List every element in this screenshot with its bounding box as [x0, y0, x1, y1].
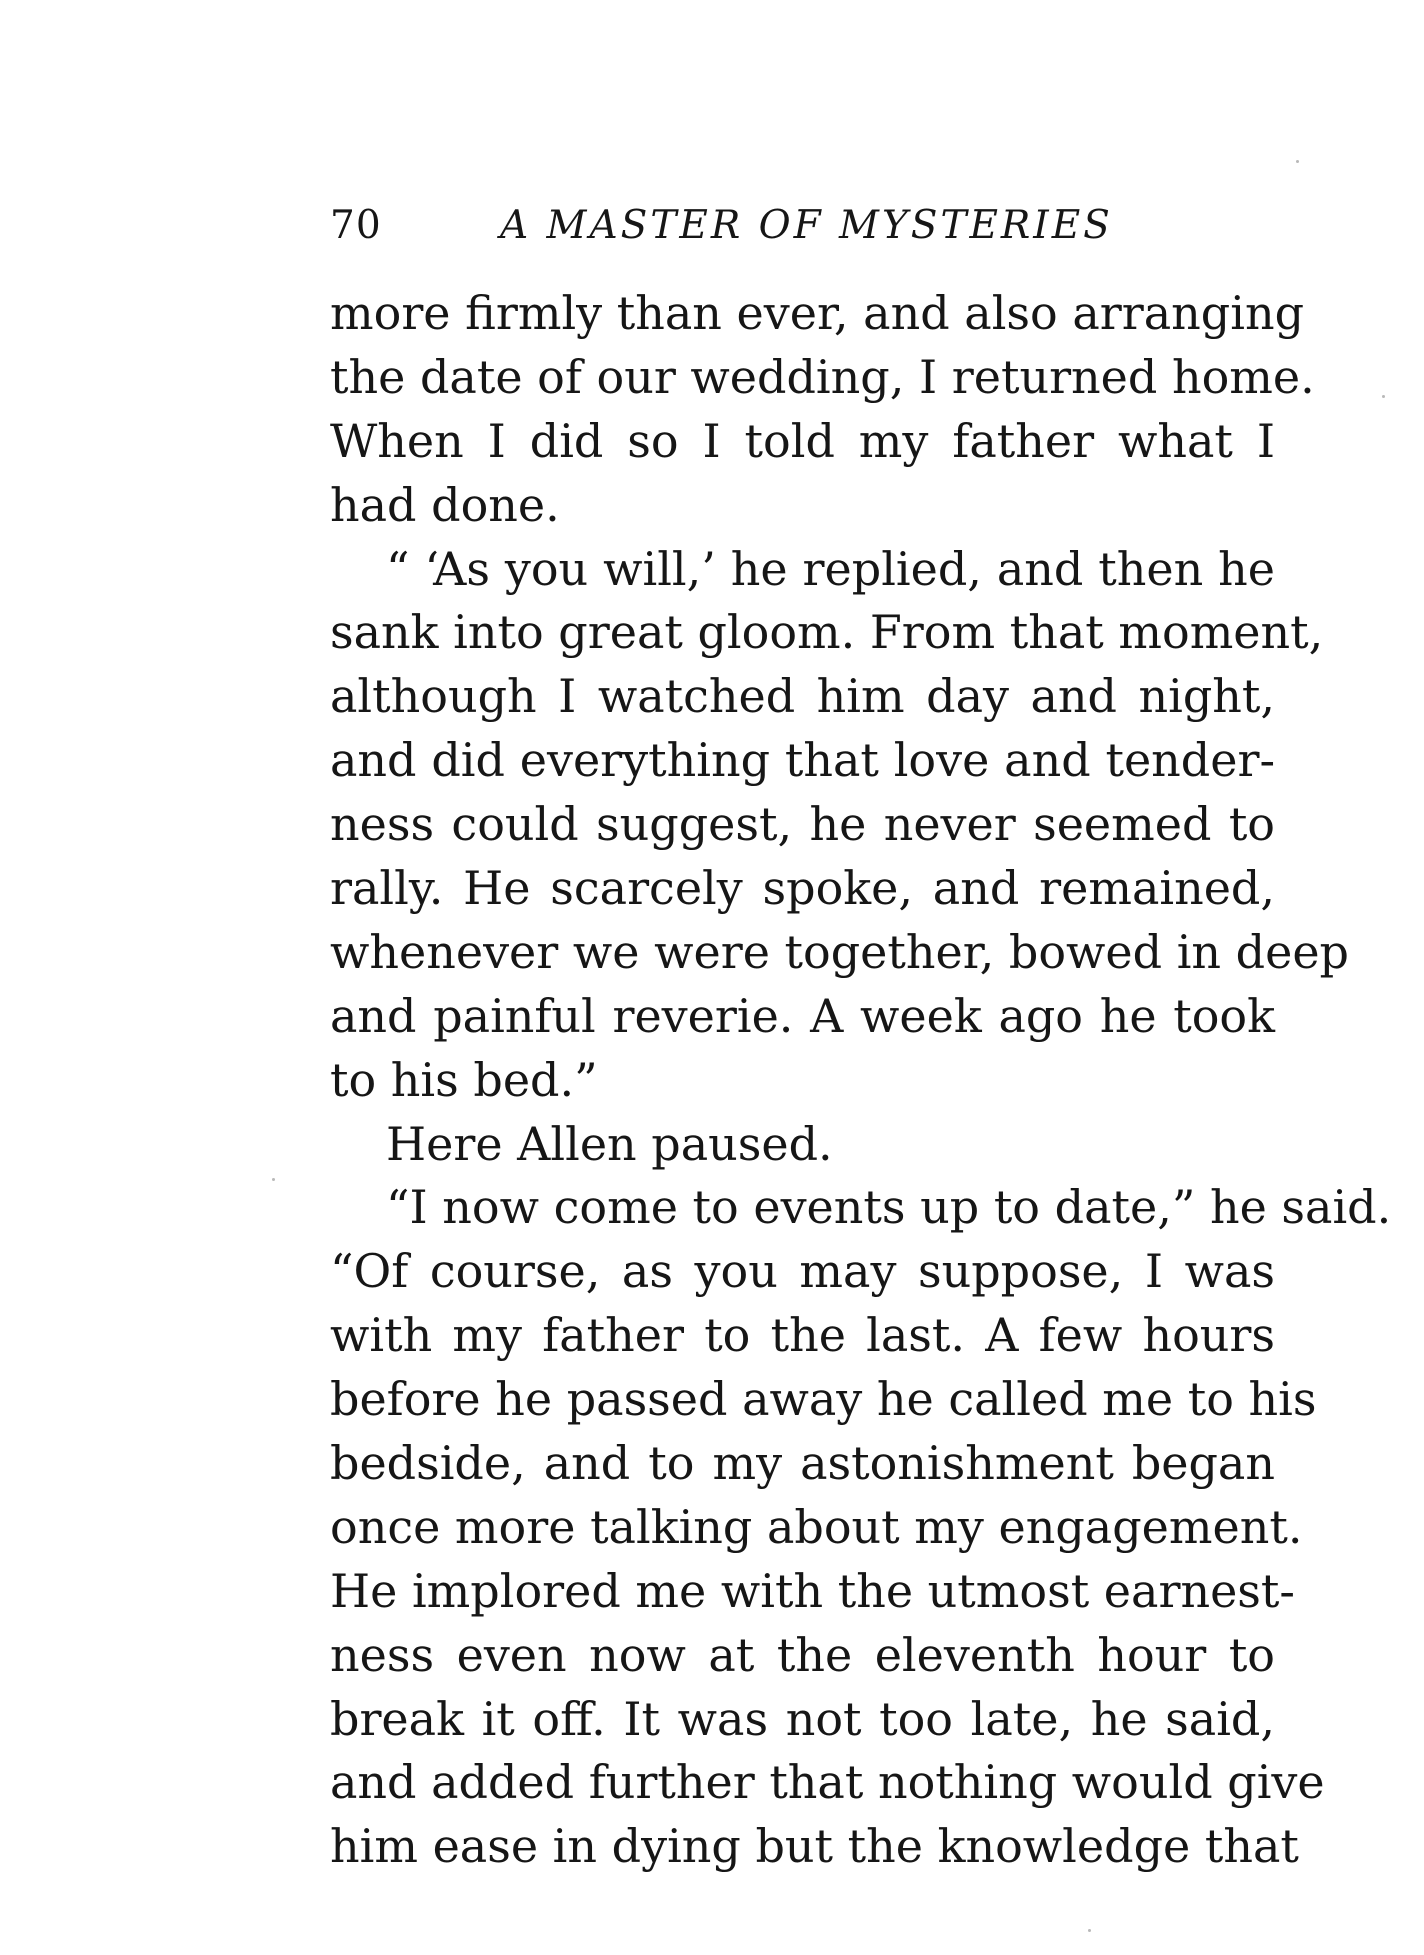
page-number: 70 — [330, 203, 382, 248]
text-line: before he passed away he called me to his — [330, 1372, 1317, 1427]
text-line: ness could suggest, he never seemed to — [330, 797, 1275, 852]
text-line: He implored me with the utmost earnest- — [330, 1563, 1295, 1618]
text-line: with my father to the last. A few hours — [330, 1308, 1275, 1363]
text-line: although I watched him day and night, — [330, 669, 1275, 724]
text-line: and painful reverie. A week ago he took — [330, 988, 1275, 1043]
paper-speck — [1382, 395, 1385, 398]
text-line: When I did so I told my father what I — [330, 413, 1275, 468]
text-line: “ ‘As you will,’ he replied, and then he — [386, 541, 1275, 596]
running-title: A MASTER OF MYSTERIES — [500, 203, 1113, 248]
paper-speck — [1088, 1929, 1091, 1932]
text-line: whenever we were together, bowed in deep — [330, 924, 1350, 979]
paper-speck — [272, 1178, 275, 1181]
text-line: once more talking about my engagement. — [330, 1499, 1303, 1554]
text-line: to his bed.” — [330, 1052, 598, 1107]
text-line: Here Allen paused. — [386, 1116, 833, 1171]
page-header — [330, 198, 1280, 254]
text-line: more firmly than ever, and also arranging — [330, 286, 1305, 340]
text-line: and added further that nothing would give — [330, 1755, 1325, 1810]
paper-speck — [1296, 160, 1299, 163]
text-line: rally. He scarcely spoke, and remained, — [330, 861, 1275, 916]
text-line: bedside, and to my astonishment began — [330, 1436, 1275, 1491]
text-line: ness even now at the eleventh hour to — [330, 1627, 1275, 1682]
text-line: him ease in dying but the knowledge that — [330, 1819, 1299, 1874]
text-line: the date of our wedding, I returned home. — [330, 349, 1315, 404]
text-line: had done. — [330, 477, 560, 532]
text-line: sank into great gloom. From that moment, — [330, 605, 1324, 660]
text-line: “Of course, as you may suppose, I was — [330, 1244, 1275, 1299]
text-line: break it off. It was not too late, he said, — [330, 1691, 1275, 1746]
text-line: “I now come to events up to date,” he said. — [386, 1180, 1392, 1235]
text-line: and did everything that love and tender- — [330, 733, 1275, 788]
body-text — [330, 282, 1392, 1879]
